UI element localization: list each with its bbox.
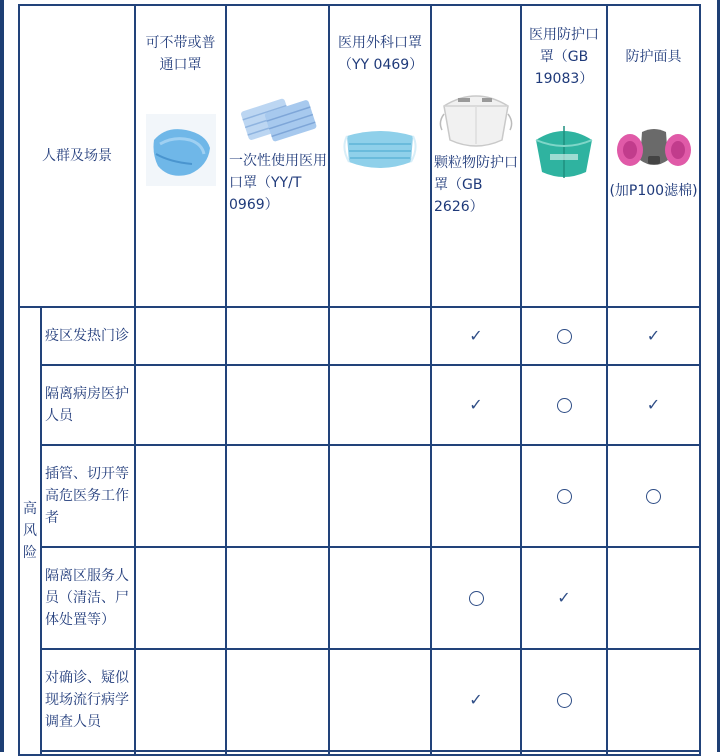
row-cell (521, 307, 607, 365)
row-cell (329, 307, 431, 365)
table-row (19, 649, 700, 751)
table-row (19, 445, 700, 547)
column-label: 医用防护口罩（GB 19083） (529, 27, 599, 87)
column-header-medical-respirator (521, 5, 607, 307)
row-cell (329, 547, 431, 649)
row-cell (521, 445, 607, 547)
row-cell (607, 365, 700, 445)
left-border (0, 0, 4, 752)
column-header-gas-mask (607, 5, 700, 307)
table-row (19, 547, 700, 649)
particulate-respirator-icon (436, 86, 516, 152)
row-cell (329, 445, 431, 547)
column-header-plain-mask (135, 5, 226, 307)
column-label: 医用外科口罩（YY 0469） (338, 35, 424, 73)
row-cell (226, 365, 329, 445)
check-mark: ✓ (557, 587, 571, 607)
optional-circle-mark (557, 398, 572, 413)
group-label-cell (19, 307, 41, 755)
row-label: 对确诊、疑似现场流行病学调查人员 (41, 649, 135, 751)
row-cell (226, 307, 329, 365)
mask-recommendation-table (18, 4, 701, 756)
row-cell (431, 547, 521, 649)
corner-label: 人群及场景 (42, 148, 112, 164)
row-cell (135, 445, 226, 547)
row-cell (607, 547, 700, 649)
check-mark: ✓ (646, 325, 661, 345)
mask-icon (146, 114, 216, 186)
column-header-disposable-mask (226, 5, 329, 307)
medical-respirator-icon (528, 118, 600, 182)
row-label: 插管、切开等高危医务工作者 (41, 445, 135, 547)
row-cell (521, 365, 607, 445)
row-cell (431, 649, 521, 751)
row-cell (431, 365, 521, 445)
row-cell (607, 307, 700, 365)
group-label: 高风险 (23, 501, 37, 561)
check-mark: ✓ (469, 325, 483, 345)
optional-circle-mark (646, 489, 661, 504)
column-header-surgical-mask (329, 5, 431, 307)
check-mark: ✓ (469, 394, 483, 414)
surgical-mask-icon (341, 118, 419, 178)
column-caption: (加P100滤棉) (609, 183, 698, 199)
check-mark: ✓ (646, 394, 661, 414)
row-label: 隔离病房医护人员 (41, 365, 135, 445)
row-cell (226, 547, 329, 649)
row-cell (329, 365, 431, 445)
optional-circle-mark (557, 693, 572, 708)
row-cell (135, 547, 226, 649)
table-row (19, 365, 700, 445)
row-cell (431, 307, 521, 365)
gas-mask-icon (616, 120, 692, 176)
table-row (19, 307, 700, 365)
surgical-mask-stack-icon (238, 90, 318, 150)
row-cell (226, 445, 329, 547)
row-cell (607, 649, 700, 751)
row-cell (329, 649, 431, 751)
optional-circle-mark (557, 329, 572, 344)
row-cell (135, 365, 226, 445)
row-cell (521, 547, 607, 649)
row-cell (226, 649, 329, 751)
row-cell (607, 445, 700, 547)
column-label: 颗粒物防护口罩（GB 2626） (434, 155, 518, 215)
column-label: 一次性使用医用口罩（YY/T 0969） (229, 153, 327, 213)
row-cell (135, 307, 226, 365)
row-label: 疫区发热门诊 (41, 307, 135, 365)
row-cell (431, 445, 521, 547)
column-header-particulate-respirator (431, 5, 521, 307)
row-cell (521, 649, 607, 751)
column-label: 可不带或普通口罩 (145, 35, 216, 73)
optional-circle-mark (469, 591, 484, 606)
check-mark: ✓ (469, 689, 483, 709)
corner-header (19, 5, 135, 307)
row-cell (135, 649, 226, 751)
column-label: 防护面具 (625, 49, 682, 65)
row-label: 隔离区服务人员（清洁、尸体处置等） (41, 547, 135, 649)
header-row (19, 5, 700, 307)
optional-circle-mark (557, 489, 572, 504)
